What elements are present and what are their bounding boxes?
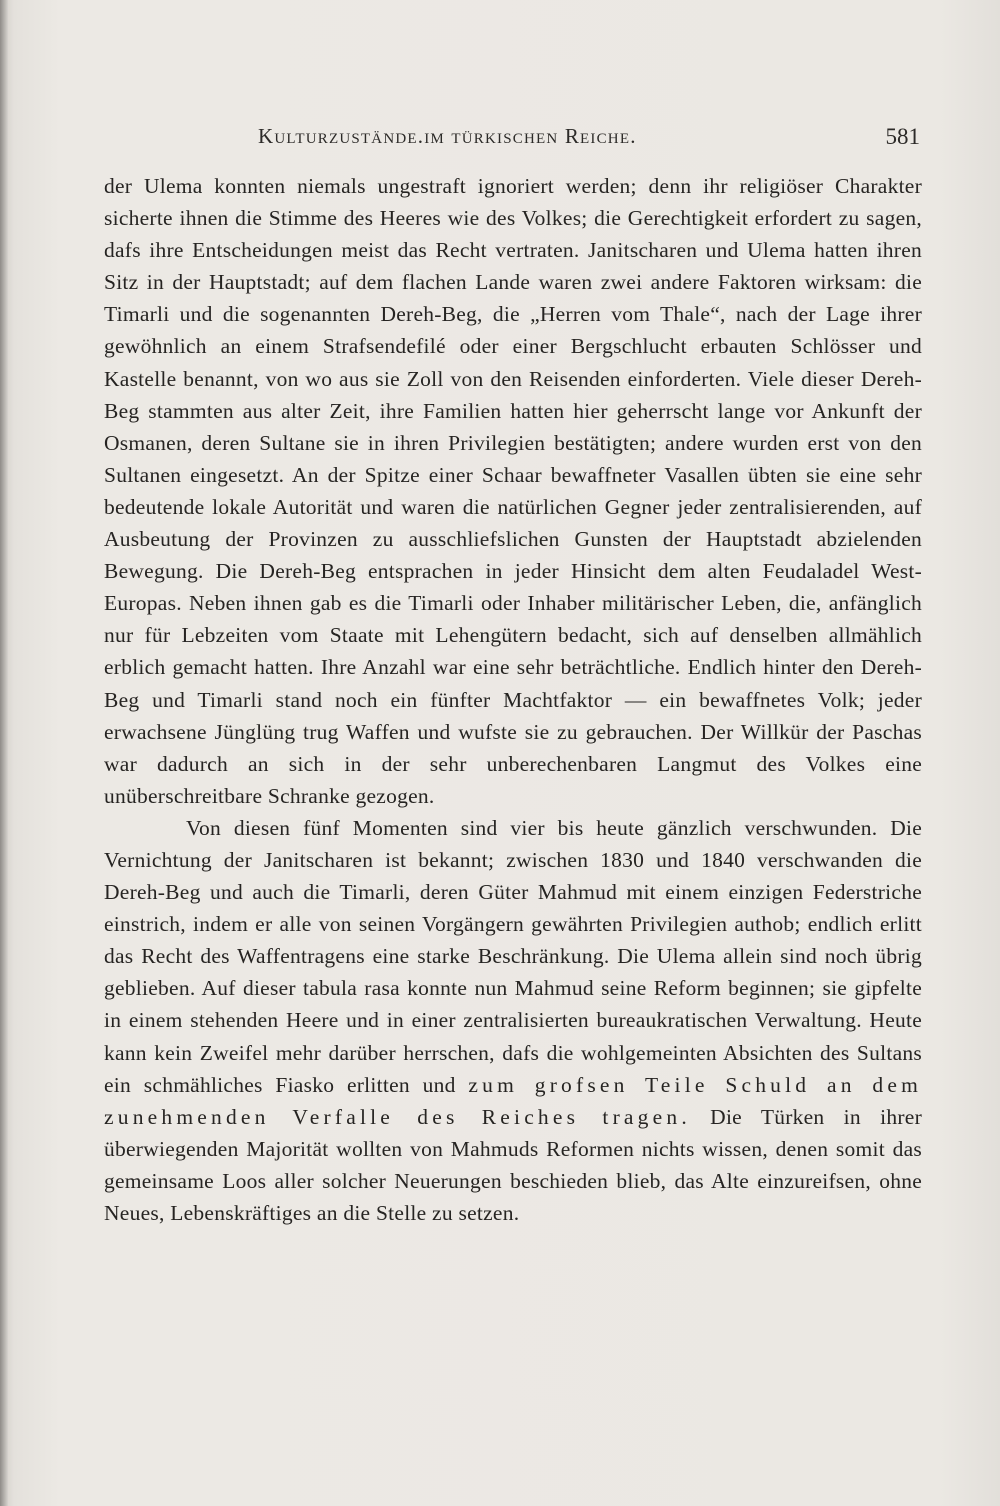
paragraph-2 bbox=[104, 812, 922, 1229]
page-gutter-shadow bbox=[0, 0, 8, 1506]
paragraph-1: der Ulema konnten niemals ungestraft ignoriert werden; denn ihr religiöser Charakter sicherte ihnen die Stimme des Heeres wie des Volkes; die Gerechtigkeit erfordert zu sagen, dafs ihre Entscheidungen meist das Recht vertraten. Janitscharen und Ulema hatten ihren Sitz in der Hauptstadt; auf dem flachen Lande waren zwei andere Faktoren wirksam: die Timarli und die sogenannten Dereh-Beg, die „Herren vom Thale“, nach der Lage ihrer gewöhnlich an einem Strafsendefilé oder einer Bergschlucht erbauten Schlösser und Kastelle benannt, von wo aus sie Zoll von den Reisenden einforderten. Viele dieser Dereh-Beg stammten aus alter Zeit, ihre Familien hatten hier geherrscht lange vor Ankunft der Osmanen, deren Sultane sie in ihren Privilegien bestätigten; andere wurden erst von den Sultanen eingesetzt. An der Spitze einer Schaar bewaffneter Vasallen übten sie eine sehr bedeutende lokale Autorität und waren die natürlichen Gegner jeder zentralisierenden, auf Ausbeutung der Provinzen zu ausschliefslichen Gunsten der Hauptstadt abzielenden Bewegung. Die Dereh-Beg entsprachen in jeder Hinsicht dem alten Feudaladel West-Europas. Neben ihnen gab es die Timarli oder Inhaber militärischer Leben, die, anfänglich nur für Lebzeiten vom Staate mit Lehengütern bedacht, sich auf denselben allmählich erblich gemacht hatten. Ihre Anzahl war eine sehr beträchtliche. Endlich hinter den Dereh-Beg und Timarli stand noch ein fünfter Machtfaktor — ein bewaffnetes Volk; jeder erwachsene Jünglüng trug Waffen und wufste sie zu gebrauchen. Der Willkür der Paschas war dadurch an sich in der sehr unberechenbaren Langmut des Volkes eine unüberschreitbare Schranke gezogen. bbox=[104, 174, 922, 808]
page-number: 581 bbox=[885, 124, 920, 149]
running-head bbox=[100, 124, 922, 160]
body-text bbox=[104, 170, 922, 1229]
paragraph-2-spaced-emphasis: zum grofsen Teile Schuld an dem zunehmenden Verfalle des Reiches tragen. bbox=[104, 1072, 922, 1129]
paragraph-2-text-before: Von diesen fünf Momenten sind vier bis heute gänzlich verschwunden. Die Vernichtung der Janitscharen ist bekannt; zwischen 1830 und 1840 verschwanden die Dereh-Beg und auch die Timarli, deren Güter Mahmud mit einem einzigen Federstriche einstrich, indem er alle von seinen Vorgängern gewährten Privilegien authob; endlich erlitt das Recht des Waffentragens eine starke Beschränkung. Die Ulema allein sind noch übrig geblieben. Auf dieser tabula rasa konnte nun Mahmud seine Reform beginnen; sie gipfelte in einem stehenden Heere und in einer zentralisierten bureaukratischen Verwaltung. Heute kann kein Zweifel mehr darüber herrschen, dafs die wohlgemeinten Absichten des Sultans ein schmähliches Fiasko erlitten und bbox=[104, 815, 922, 1097]
paragraph-2-text-after: Die Türken in ihrer überwiegenden Majorität wollten von Mahmuds Reformen nichts wissen, denen somit das gemeinsame Loos aller solcher Neuerungen beschieden blieb, das Alte einzureifsen, ohne Neues, Lebenskräftiges an die Stelle zu setzen. bbox=[104, 1104, 922, 1225]
running-head-title: Kulturzustände.im türkischen Reiche. bbox=[258, 124, 637, 148]
